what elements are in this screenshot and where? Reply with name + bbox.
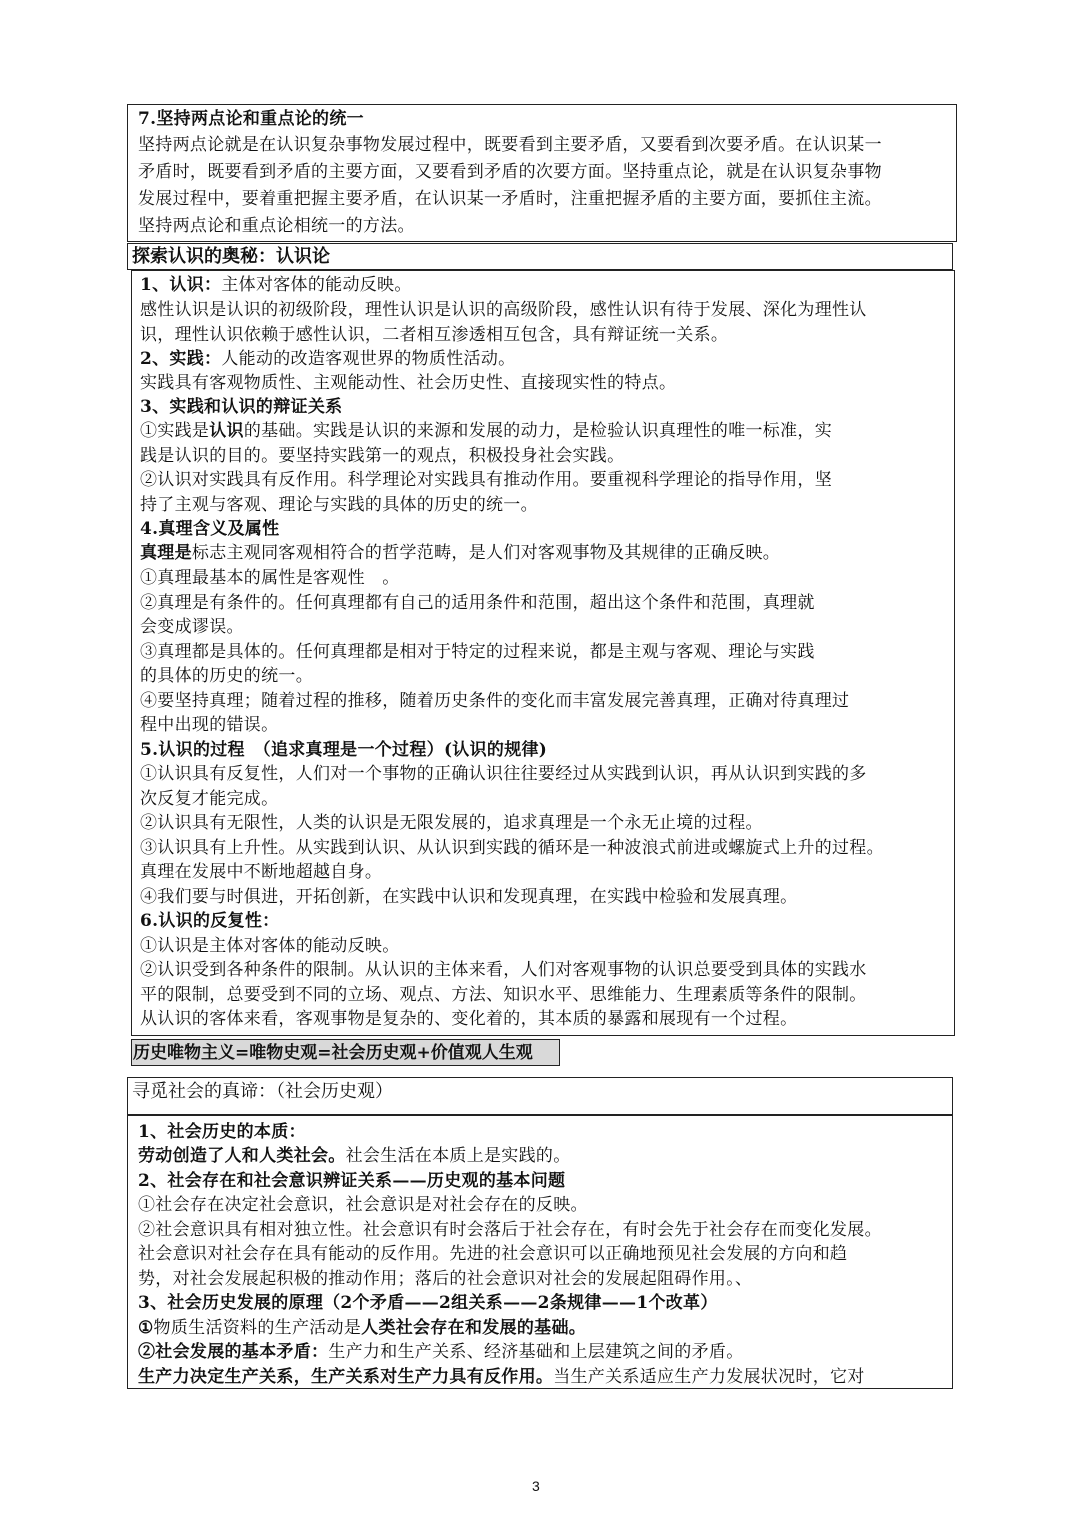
epist-def-practice: 人能动的改造客观世界的物质性活动。	[221, 349, 516, 369]
epist-line-4	[140, 347, 515, 371]
epist-line-12	[140, 541, 780, 565]
epist-heading-6: 6.认识的反复性：	[140, 911, 280, 931]
social-heading-1: 1、社会历史的本质：	[138, 1122, 306, 1142]
social-line-7: 势，对社会发展起积极的推动作用；落后的社会意识对社会的发展起阻碍作用。、	[138, 1269, 753, 1289]
epist-line-23: ②认识具有无限性，人类的认识是无限发展的，追求真理是一个永无止境的过程。	[140, 813, 763, 833]
epist-line-17: 的具体的历史的统一。	[140, 666, 313, 686]
epist-line-5: 实践具有客观物质性、主观能动性、社会历史性、直接现实性的特点。	[140, 373, 677, 393]
epist-line-14: ②真理是有条件的。任何真理都有自己的适用条件和范围，超出这个条件和范围，真理就	[140, 593, 815, 613]
epistemology-header-box	[127, 243, 953, 270]
social-content-box	[127, 1115, 953, 1389]
social-header-box	[127, 1077, 953, 1115]
epist-l7-c: 的基础。实践是认识的来源和发展的动力，是检验认识真理性的唯一标准，实	[243, 421, 833, 441]
social-l2-t: 社会生活在本质上是实践的。	[345, 1146, 571, 1166]
social-line-5: ②社会意识具有相对独立性。社会意识有时会落后于社会存在，有时会先于社会存在而变化发展。	[138, 1220, 882, 1240]
social-l2-b: 劳动创造了人和人类社会。	[138, 1146, 346, 1166]
epist-def-cognition: 主体对客体的能动反映。	[221, 275, 412, 295]
social-line-11	[138, 1365, 865, 1389]
social-l11-t: 当生产关系适应生产力发展状况时，它对	[553, 1367, 865, 1387]
social-heading-2: 2、社会存在和社会意识辨证关系——历史观的基本问题	[138, 1171, 566, 1191]
epist-l7-b: 认识	[209, 421, 244, 441]
epist-line-18: ④要坚持真理；随着过程的推移，随着历史条件的变化而丰富发展完善真理，正确对待真理过	[140, 691, 850, 711]
epist-line-30: 平的限制，总要受到不同的立场、观点、方法、知识水平、思维能力、生理素质等条件的限制。	[140, 985, 867, 1005]
section-7-line-4: 坚持两点论和重点论相统一的方法。	[138, 216, 415, 236]
epist-line-26: ④我们要与时俱进，开拓创新，在实践中认识和发现真理，在实践中检验和发展真理。	[140, 887, 798, 907]
epist-line-1	[140, 273, 412, 297]
social-l9-c: 人类社会存在和发展的基础。	[361, 1318, 587, 1338]
epist-heading-3: 3、实践和认识的辩证关系	[140, 397, 343, 417]
epistemology-header: 探索认识的奥秘：认识论	[132, 246, 330, 267]
section-7-line-1: 坚持两点论就是在认识复杂事物发展过程中，既要看到主要矛盾，又要看到次要矛盾。在认识某一	[138, 135, 882, 155]
social-l11-b: 生产力决定生产关系，生产关系对生产力具有反作用。	[138, 1367, 554, 1387]
epist-line-29: ②认识受到各种条件的限制。从认识的主体来看，人们对客观事物的认识总要受到具体的实践水	[140, 960, 867, 980]
epist-line-24: ③认识具有上升性。从实践到认识、从认识到实践的循环是一种波浪式前进或螺旋式上升的过程。	[140, 838, 884, 858]
banner-text: 历史唯物主义=唯物史观=社会历史观+价值观人生观	[133, 1043, 533, 1063]
social-line-6: 社会意识对社会存在具有能动的反作用。先进的社会意识可以正确地预见社会发展的方向和趋	[138, 1244, 848, 1264]
epist-term-practice: 2、实践：	[140, 349, 222, 369]
epist-term-cognition: 1、认识：	[140, 275, 222, 295]
social-l10-b: ②社会发展的基本矛盾：	[138, 1342, 329, 1362]
epist-line-21: ①认识具有反复性，人们对一个事物的正确认识往往要经过从实践到认识，再从认识到实践的多	[140, 764, 867, 784]
section-7-line-3: 发展过程中，要着重把握主要矛盾，在认识某一矛盾时，注重把握矛盾的主要方面，要抓住主流。	[138, 189, 882, 209]
epist-line-8: 践是认识的目的。要坚持实践第一的观点，积极投身社会实践。	[140, 446, 625, 466]
epist-def-truth: 标志主观同客观相符合的哲学范畴，是人们对客观事物及其规律的正确反映。	[191, 543, 781, 563]
epist-line-15: 会变成谬误。	[140, 617, 244, 637]
social-heading-3: 3、社会历史发展的原理（2个矛盾——2组关系——2条规律——1个改革）	[138, 1293, 718, 1313]
epist-line-9: ②认识对实践具有反作用。科学理论对实践具有推动作用。要重视科学理论的指导作用，坚	[140, 470, 832, 490]
epist-line-19: 程中出现的错误。	[140, 715, 279, 735]
social-line-10	[138, 1340, 744, 1364]
epist-line-22: 次反复才能完成。	[140, 789, 279, 809]
historical-materialism-banner	[131, 1039, 560, 1066]
social-line-9	[138, 1316, 586, 1340]
page-number: 3	[532, 1478, 540, 1494]
epist-line-31: 从认识的客体来看，客观事物是复杂的、变化着的，其本质的暴露和展现有一个过程。	[140, 1009, 798, 1029]
epist-line-28: ①认识是主体对客体的能动反映。	[140, 936, 400, 956]
epist-line-25: 真理在发展中不断地超越自身。	[140, 862, 383, 882]
social-l9-b: ①	[138, 1318, 154, 1338]
section-7-title: 7.坚持两点论和重点论的统一	[138, 109, 364, 129]
social-l10-t: 生产力和生产关系、经济基础和上层建筑之间的矛盾。	[328, 1342, 744, 1362]
epistemology-content-box	[131, 270, 955, 1036]
epist-heading-5: 5.认识的过程 （追求真理是一个过程）(认识的规律)	[140, 740, 548, 760]
social-line-2	[138, 1144, 571, 1168]
section-7-box	[127, 104, 957, 242]
social-line-4: ①社会存在决定社会意识，社会意识是对社会存在的反映。	[138, 1195, 588, 1215]
section-7-line-2: 矛盾时，既要看到矛盾的主要方面，又要看到矛盾的次要方面。坚持重点论，就是在认识复杂事物	[138, 162, 882, 182]
epist-line-3: 识，理性认识依赖于感性认识，二者相互渗透相互包含，具有辩证统一关系。	[140, 325, 729, 345]
epist-line-13: ①真理最基本的属性是客观性 。	[140, 568, 400, 588]
epist-line-2: 感性认识是认识的初级阶段，理性认识是认识的高级阶段，感性认识有待于发展、深化为理性认	[140, 300, 867, 320]
epist-l7-a: ①实践是	[140, 421, 210, 441]
epist-heading-4: 4.真理含义及属性	[140, 519, 280, 539]
epist-line-7	[140, 419, 832, 443]
epist-line-16: ③真理都是具体的。任何真理都是相对于特定的过程来说，都是主观与客观、理论与实践	[140, 642, 815, 662]
epist-term-truth: 真理是	[140, 543, 192, 563]
social-l9-t: 物质生活资料的生产活动是	[153, 1318, 362, 1338]
epist-line-10: 持了主观与客观、理论与实践的具体的历史的统一。	[140, 495, 538, 515]
social-header: 寻觅社会的真谛：（社会历史观）	[132, 1081, 393, 1102]
